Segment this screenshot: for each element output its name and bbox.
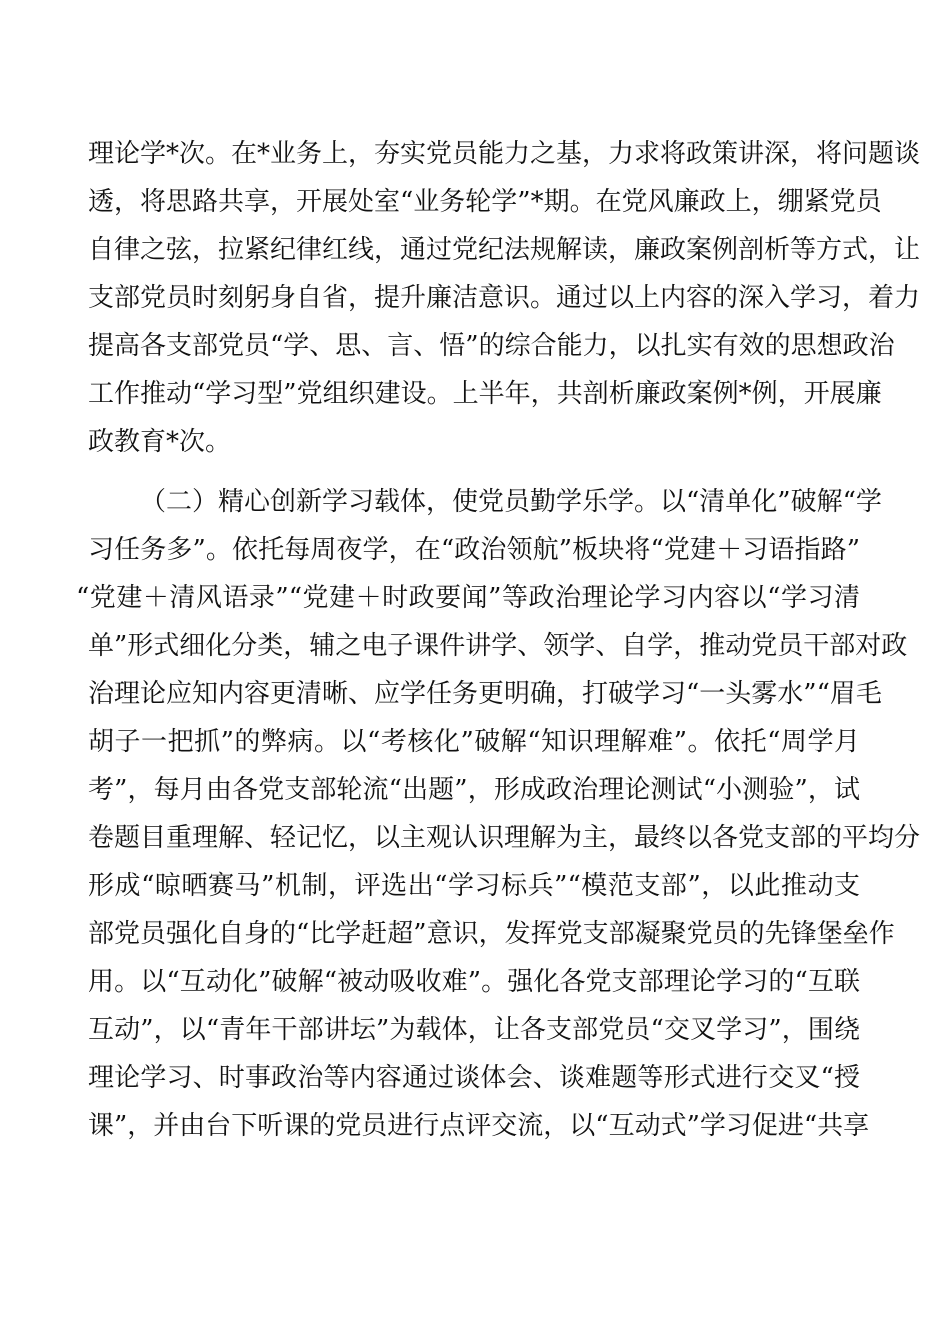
- text-line: 工作推动“学习型”党组织建设。上半年，共剖析廉政案例*例，开展廉: [88, 379, 882, 409]
- section-heading-line: （二）精心创新学习载体，使党员勤学乐学。以“清单化”破解“学: [140, 487, 882, 517]
- text-line: 理论学*次。在*业务上，夯实党员能力之基，力求将政策讲深，将问题谈: [88, 139, 921, 169]
- text-line: 自律之弦，拉紧纪律红线，通过党纪法规解读，廉政案例剖析等方式，让: [88, 235, 921, 265]
- text-line: 部党员强化自身的“比学赶超”意识，发挥党支部凝聚党员的先锋堡垒作: [88, 919, 895, 949]
- text-line: 考”，每月由各党支部轮流“出题”，形成政治理论测试“小测验”，试: [88, 775, 860, 805]
- text-line: 习任务多”。依托每周夜学，在“政治领航”板块将“党建＋习语指路”: [88, 535, 860, 565]
- text-line: 透，将思路共享，开展处室“业务轮学”*期。在党风廉政上，绷紧党员: [88, 187, 882, 217]
- text-line: 形成“晾晒赛马”机制，评选出“学习标兵”“模范支部”，以此推动支: [88, 871, 860, 901]
- text-line: 用。以“互动化”破解“被动吸收难”。强化各党支部理论学习的“互联: [88, 967, 860, 997]
- text-line: 卷题目重理解、轻记忆，以主观认识理解为主，最终以各党支部的平均分: [88, 823, 921, 853]
- text-line: 提高各支部党员“学、思、言、悟”的综合能力，以扎实有效的思想政治: [88, 331, 895, 361]
- text-line: 互动”，以“青年干部讲坛”为载体，让各支部党员“交叉学习”，围绕: [88, 1015, 860, 1045]
- text-line: 政教育*次。: [88, 427, 232, 457]
- text-line: 支部党员时刻躬身自省，提升廉洁意识。通过以上内容的深入学习，着力: [88, 283, 921, 313]
- text-line: 课”，并由台下听课的党员进行点评交流，以“互动式”学习促进“共享: [88, 1111, 870, 1141]
- text-line: 理论学习、时事政治等内容通过谈体会、谈难题等形式进行交叉“授: [88, 1063, 860, 1093]
- text-line: 单”形式细化分类，辅之电子课件讲学、领学、自学，推动党员干部对政: [88, 631, 908, 661]
- text-line: “党建＋清风语录”“党建＋时政要闻”等政治理论学习内容以“学习清: [76, 583, 860, 613]
- text-line: 治理论应知内容更清晰、应学任务更明确，打破学习“一头雾水”“眉毛: [88, 679, 882, 709]
- text-line: 胡子一把抓”的弊病。以“考核化”破解“知识理解难”。依托“周学月: [88, 727, 860, 757]
